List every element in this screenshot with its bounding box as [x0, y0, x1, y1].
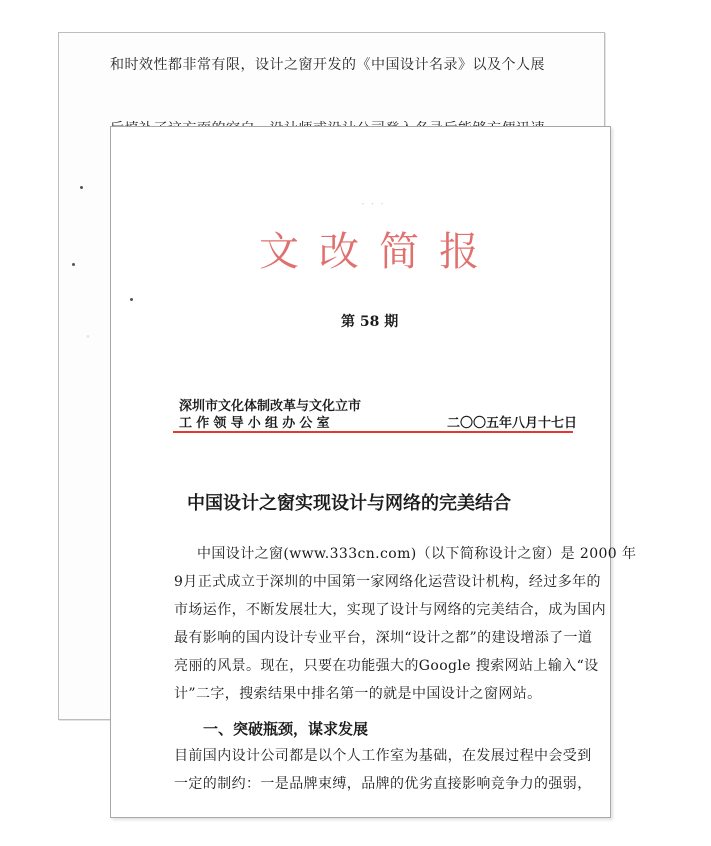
front-page: [110, 126, 637, 818]
section-line: 目前国内设计公司都是以个人工作室为基础，在发展过程中会受到: [174, 748, 592, 764]
paragraph-line: 计”二字，搜索结果中排名第一的就是中国设计之窗网站。: [174, 686, 542, 702]
masthead-title: 文改简报: [259, 229, 499, 275]
article-headline: 中国设计之窗实现设计与网络的完美结合: [187, 493, 511, 514]
paragraph-line: 中国设计之窗(www.333cn.com)（以下简称设计之窗）是 2000 年: [197, 546, 637, 562]
issue-number: 第 58 期: [341, 314, 399, 330]
show-through-text: · · ·: [361, 197, 386, 211]
back-page-bleed: ·: [74, 333, 99, 346]
scan-speck: [72, 263, 75, 266]
back-page-line-1: 和时效性都非常有限，设计之窗开发的《中国设计名录》以及个人展: [110, 57, 545, 73]
scan-speck: [130, 298, 133, 301]
paragraph-line: 亮丽的风景。现在，只要在功能强大的Google 搜索网站上输入“设: [174, 658, 599, 674]
paragraph-line: 9月正式成立于深圳的中国第一家网络化运营设计机构，经过多年的: [174, 574, 601, 590]
paragraph-line: 市场运作，不断发展壮大，实现了设计与网络的完美结合，成为国内: [174, 602, 606, 618]
issuing-office-line-1: 深圳市文化体制改革与文化立市: [179, 399, 362, 414]
red-divider-rule: [173, 431, 573, 433]
issuing-office-line-2: 工作领导小组办公室: [179, 416, 334, 431]
paragraph-line: 最有影响的国内设计专业平台，深圳“设计之都”的建设增添了一道: [174, 630, 593, 646]
section-line: 一定的制约：一是品牌束缚，品牌的优劣直接影响竞争力的强弱，: [174, 776, 592, 792]
section-heading: 一、突破瓶颈，谋求发展: [203, 720, 369, 738]
scan-speck: [80, 186, 83, 189]
issue-date: 二〇〇五年八月十七日: [447, 416, 578, 431]
